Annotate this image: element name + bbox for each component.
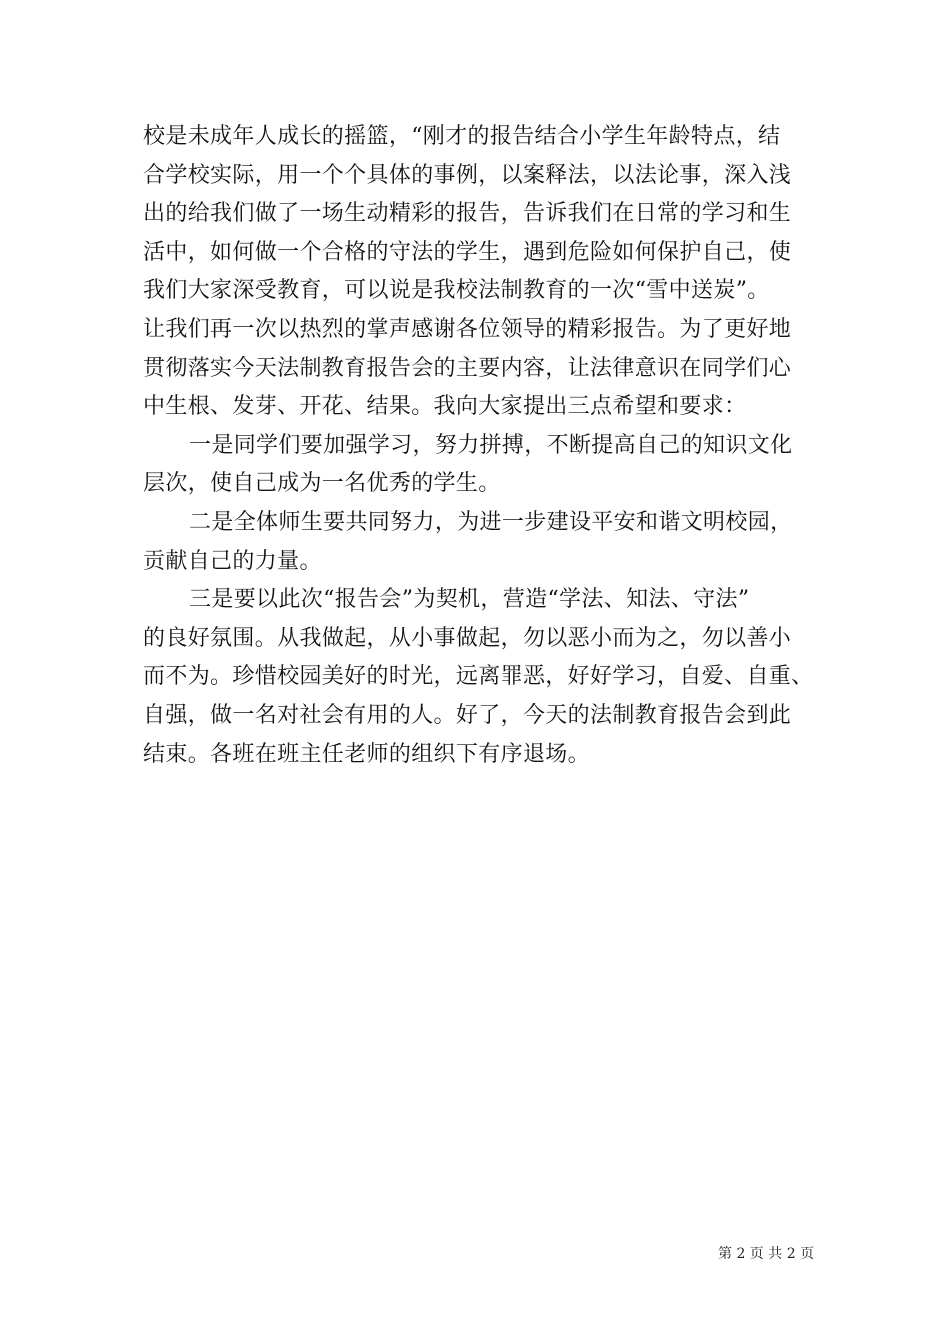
text-line: 出的给我们做了一场生动精彩的报告，告诉我们在日常的学习和生 <box>143 201 792 227</box>
text-line: 层次，使自己成为一名优秀的学生。 <box>143 471 501 497</box>
text-line: 校是未成年人成长的摇篮，“刚才的报告结合小学生年龄特点，结 <box>143 124 781 149</box>
text-line: 贯彻落实今天法制教育报告会的主要内容，让法律意识在同学们心 <box>143 355 792 381</box>
paragraph-first-line: 二是全体师生要共同努力，为进一步建设平安和谐文明校园， <box>189 509 793 535</box>
text-line: 自强，做一名对社会有用的人。好了，今天的法制教育报告会到此 <box>143 702 792 728</box>
page-number: 第 2 页 共 2 页 <box>718 1246 815 1262</box>
paragraph-first-line: 一是同学们要加强学习，努力拼搏，不断提高自己的知识文化 <box>189 432 793 458</box>
text-line: 结束。各班在班主任老师的组织下有序退场。 <box>143 741 591 767</box>
body-text <box>143 118 813 774</box>
text-line: 而不为。珍惜校园美好的时光，远离罪恶，好好学习，自爱、自重、 <box>143 664 814 690</box>
text-line: 合学校实际，用一个个具体的事例，以案释法，以法论事，深入浅 <box>143 162 792 188</box>
text-line: 的良好氛围。从我做起，从小事做起，勿以恶小而为之，勿以善小 <box>143 625 792 651</box>
text-line: 让我们再一次以热烈的掌声感谢各位领导的精彩报告。为了更好地 <box>143 316 792 342</box>
text-line: 活中，如何做一个合格的守法的学生，遇到危险如何保护自己，使 <box>143 239 792 265</box>
text-line: 我们大家深受教育，可以说是我校法制教育的一次“雪中送炭”。 <box>143 278 770 304</box>
paragraph-first-line: 三是要以此次“报告会”为契机，营造“学法、知法、守法” <box>189 587 750 613</box>
text-line: 中生根、发芽、开花、结果。我向大家提出三点希望和要求： <box>143 394 747 420</box>
text-line: 贡献自己的力量。 <box>143 548 322 574</box>
